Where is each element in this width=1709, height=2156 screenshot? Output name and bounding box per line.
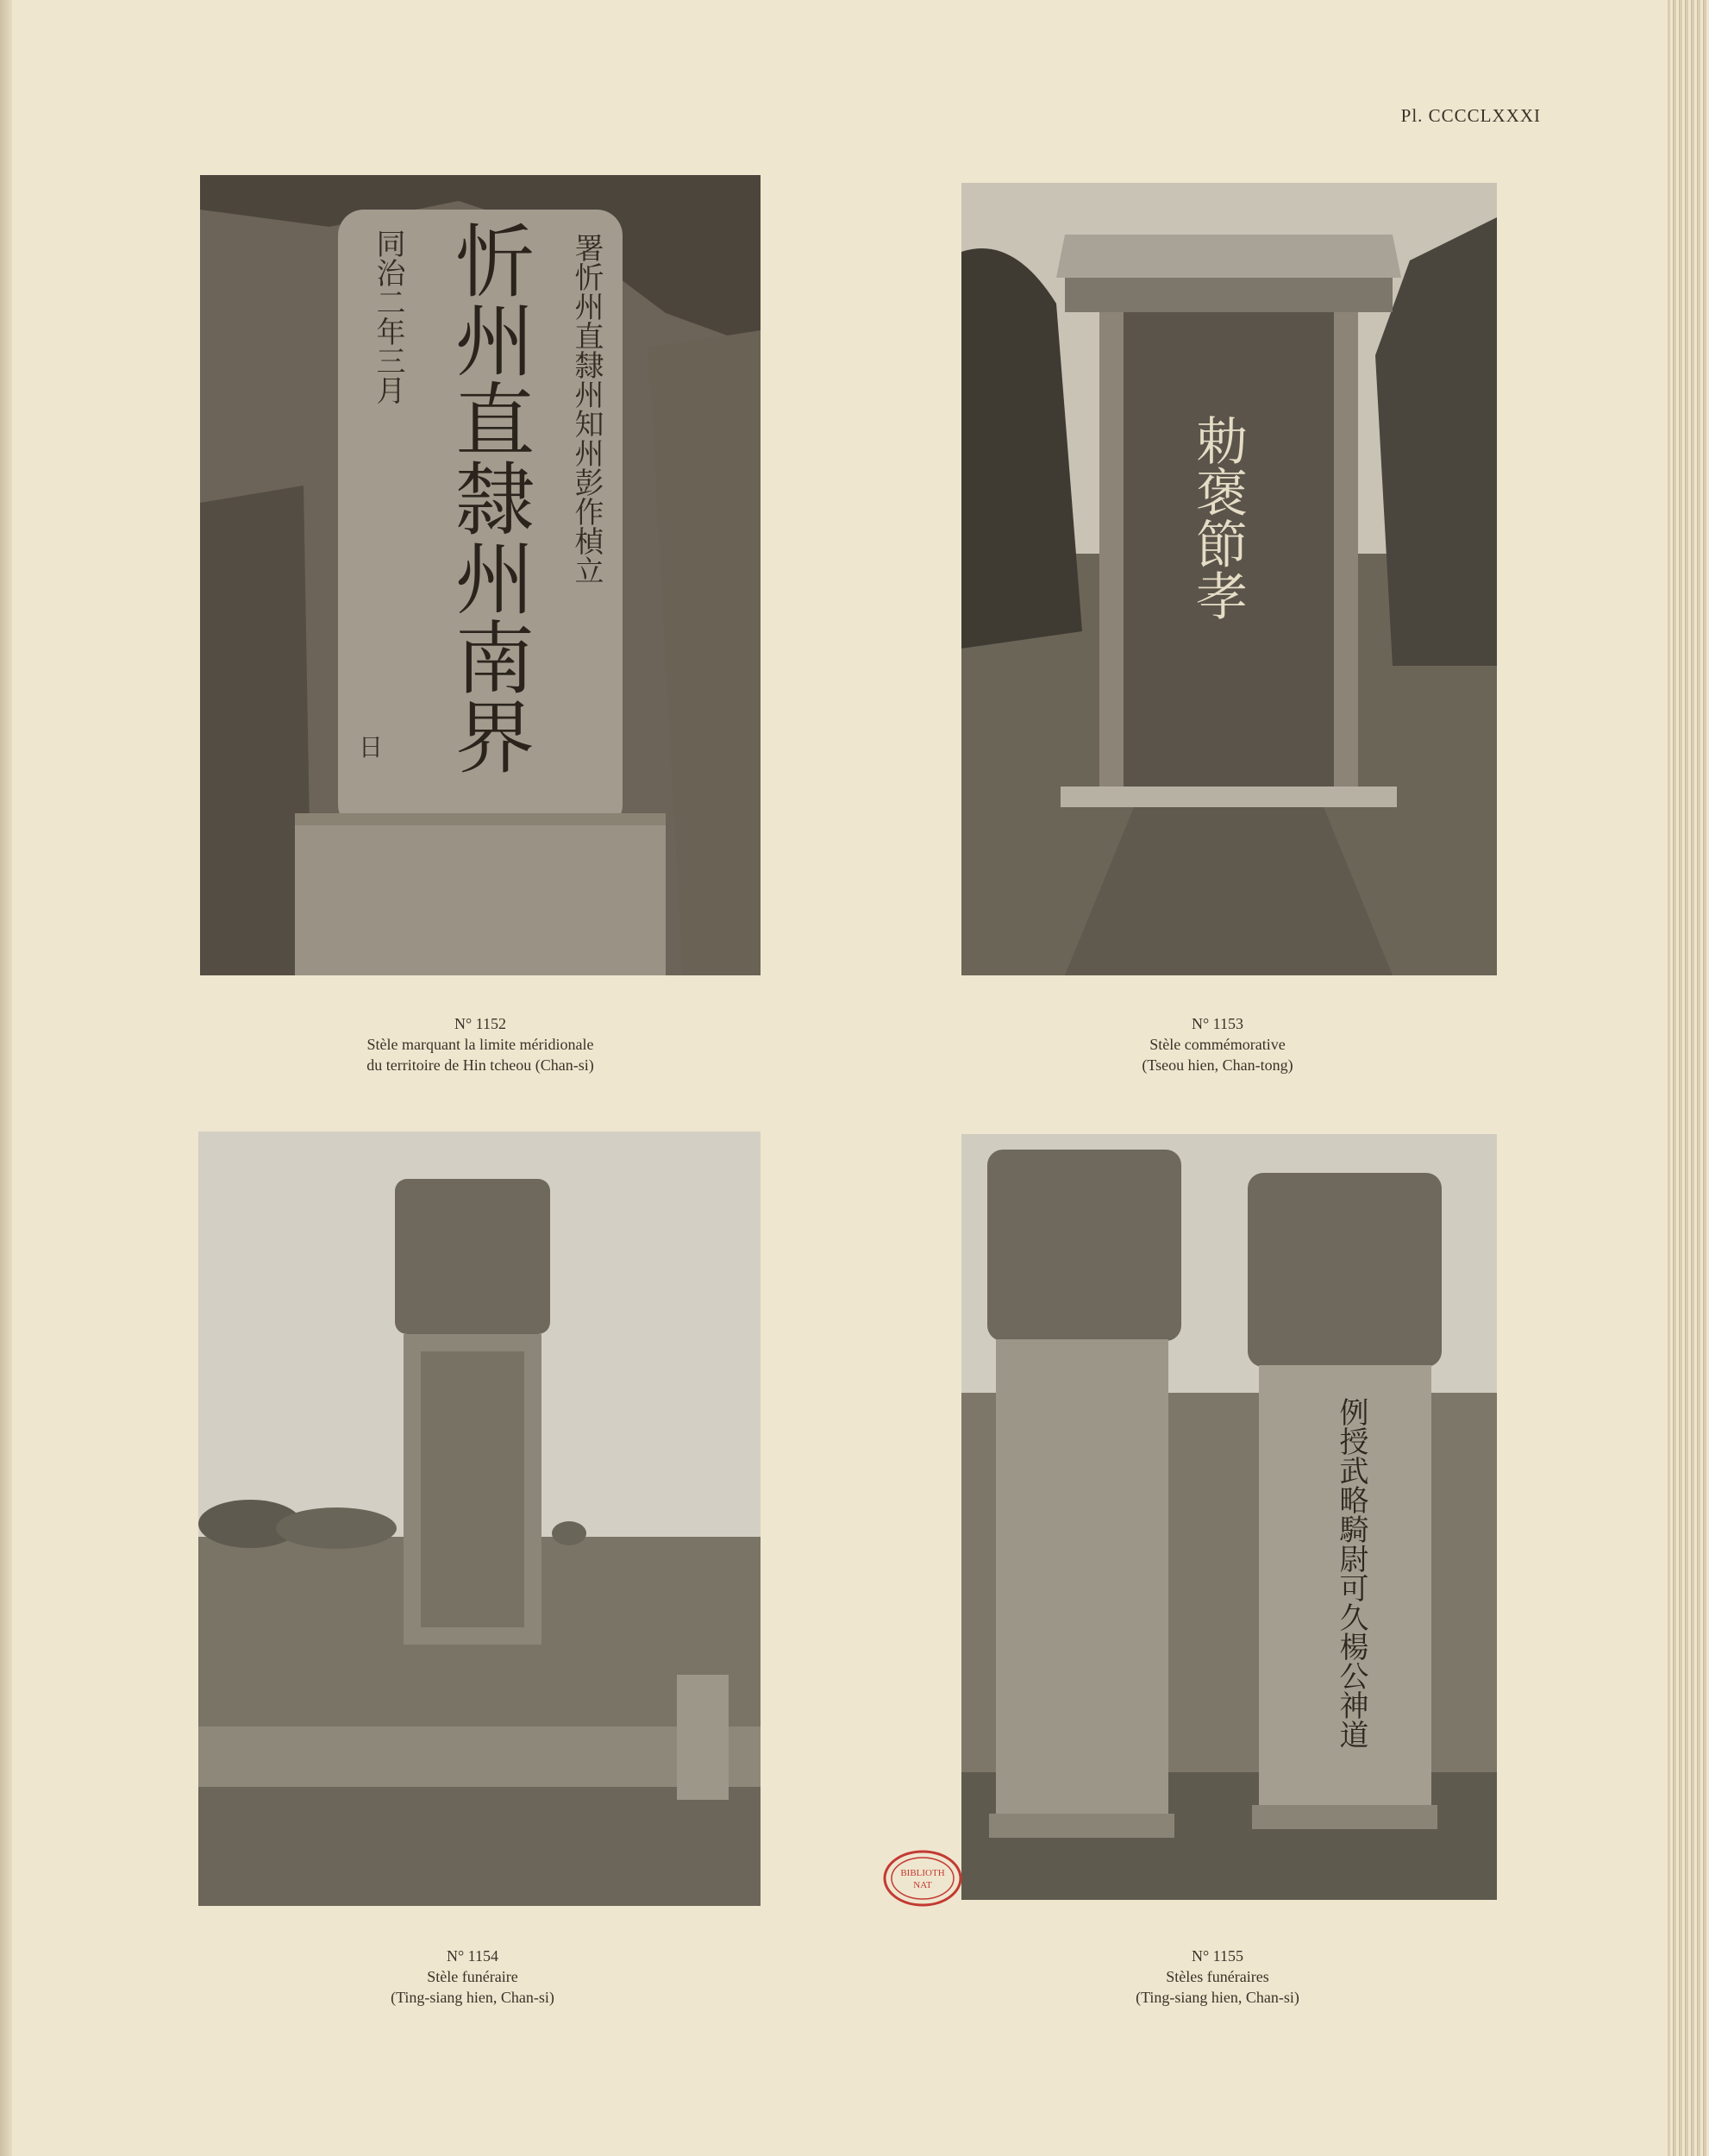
caption-location: (Ting-siang hien, Chan-si)	[391, 1989, 554, 2006]
caption-1155	[993, 1946, 1442, 2008]
photo-stele-1154	[198, 1131, 761, 1906]
caption-location: (Tseou hien, Chan-tong)	[1142, 1056, 1293, 1074]
stele-1152-inscription-main: 忻州直隸州南界	[442, 220, 535, 775]
stamp-line-1: BIBLIOTH	[900, 1868, 945, 1878]
library-stamp	[881, 1848, 964, 1908]
stele-1153-inscription-main: 勅褒節孝	[1187, 414, 1248, 621]
stele-1152-inscription-day: 日	[359, 733, 384, 761]
caption-number: N° 1155	[1191, 1947, 1244, 1965]
caption-title: Stèle marquant la limite méridionale	[366, 1036, 594, 1053]
caption-1153	[993, 1013, 1442, 1075]
caption-title: Stèle funéraire	[427, 1968, 518, 1985]
plate-number: Pl. CCCCLXXXI	[1400, 105, 1541, 126]
stele-1152-inscription-date: 同治二年三月	[371, 229, 405, 404]
caption-number: N° 1152	[454, 1015, 507, 1032]
photo-steles-1155	[961, 1134, 1497, 1900]
caption-location: du territoire de Hin tcheou (Chan-si)	[366, 1056, 594, 1074]
caption-title: Stèles funéraires	[1166, 1968, 1269, 1985]
stamp-line-2: NAT	[913, 1880, 932, 1890]
caption-1152	[256, 1013, 704, 1075]
caption-location: (Ting-siang hien, Chan-si)	[1136, 1989, 1299, 2006]
stele-1152-inscription-side: 署忻州直隸州知州彭作楨立	[569, 233, 604, 585]
page-edges	[1668, 0, 1709, 2156]
book-binding	[0, 0, 12, 2156]
stele-1155-right-inscription: 例授武略騎尉可久楊公神道	[1334, 1397, 1368, 1749]
caption-1154	[248, 1946, 697, 2008]
caption-number: N° 1154	[446, 1947, 499, 1965]
caption-number: N° 1153	[1191, 1015, 1244, 1032]
caption-title: Stèle commémorative	[1149, 1036, 1286, 1053]
